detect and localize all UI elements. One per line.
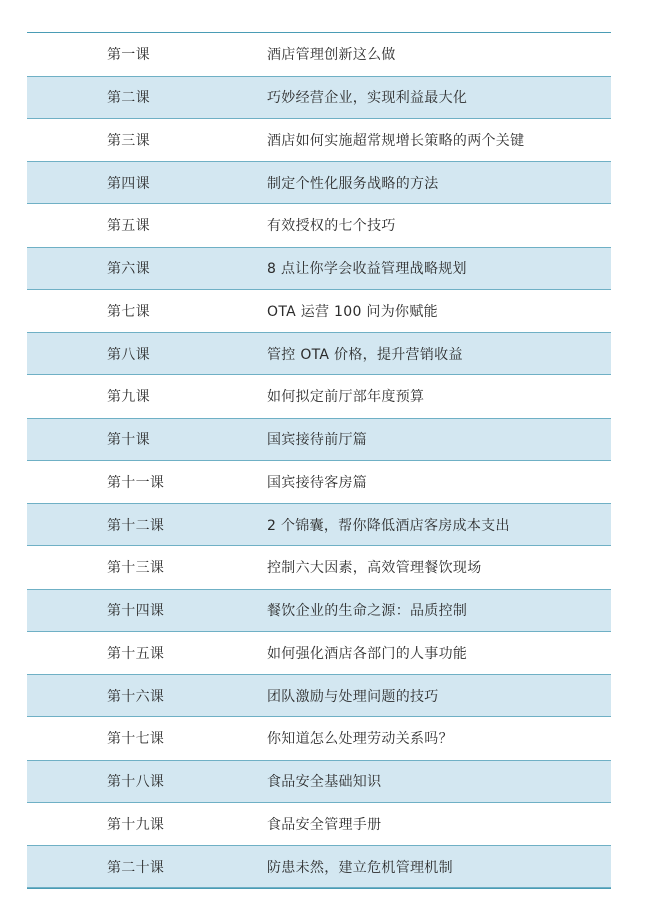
lesson-number: 第十六课 [107, 688, 165, 705]
lesson-number: 第三课 [107, 132, 150, 149]
course-row-12 [27, 503, 611, 546]
lesson-title: 制定个性化服务战略的方法 [267, 175, 439, 192]
course-row-16 [27, 674, 611, 717]
course-row-10 [27, 418, 611, 461]
lesson-title: OTA 运营 100 问为你赋能 [267, 303, 438, 320]
lesson-number: 第十课 [107, 432, 150, 449]
course-row-17 [27, 717, 611, 760]
course-row-4 [27, 161, 611, 204]
lesson-title: 2 个锦囊，帮你降低酒店客房成本支出 [267, 517, 510, 534]
lesson-number: 第五课 [107, 218, 150, 235]
course-row-6 [27, 247, 611, 290]
lesson-number: 第十八课 [107, 774, 165, 791]
lesson-title: 酒店管理创新这么做 [267, 47, 396, 64]
lesson-title: 食品安全基础知识 [267, 774, 382, 791]
lesson-number: 第七课 [107, 303, 150, 320]
course-row-13 [27, 546, 611, 589]
lesson-title: 管控 OTA 价格，提升营销收益 [267, 346, 463, 363]
lesson-title: 有效授权的七个技巧 [267, 218, 396, 235]
course-row-3 [27, 119, 611, 162]
lesson-number: 第六课 [107, 261, 150, 278]
lesson-title: 国宾接待客房篇 [267, 474, 368, 491]
lesson-number: 第九课 [107, 389, 150, 406]
lesson-title: 防患未然，建立危机管理机制 [267, 859, 453, 876]
lesson-number: 第十七课 [107, 731, 165, 748]
lesson-title: 控制六大因素，高效管理餐饮现场 [267, 560, 482, 577]
course-row-14 [27, 589, 611, 632]
course-row-7 [27, 290, 611, 333]
course-row-8 [27, 332, 611, 375]
lesson-number: 第一课 [107, 47, 150, 64]
course-row-9 [27, 375, 611, 418]
course-row-5 [27, 204, 611, 247]
lesson-number: 第四课 [107, 175, 150, 192]
course-row-15 [27, 632, 611, 675]
lesson-title: 巧妙经营企业，实现利益最大化 [267, 90, 468, 107]
lesson-number: 第十三课 [107, 560, 165, 577]
lesson-title: 如何强化酒店各部门的人事功能 [267, 645, 468, 662]
course-row-19 [27, 803, 611, 846]
course-row-18 [27, 760, 611, 803]
course-row-11 [27, 461, 611, 504]
lesson-title: 如何拟定前厅部年度预算 [267, 389, 425, 406]
course-row-20 [27, 845, 611, 888]
lesson-number: 第十五课 [107, 645, 165, 662]
lesson-number: 第十一课 [107, 474, 165, 491]
lesson-number: 第十二课 [107, 517, 165, 534]
lesson-title: 食品安全管理手册 [267, 816, 382, 833]
lesson-title: 8 点让你学会收益管理战略规划 [267, 261, 467, 278]
lesson-title: 酒店如何实施超常规增长策略的两个关键 [267, 132, 525, 149]
lesson-title: 团队激励与处理问题的技巧 [267, 688, 439, 705]
lesson-title: 国宾接待前厅篇 [267, 432, 368, 449]
lesson-number: 第十九课 [107, 816, 165, 833]
lesson-number: 第十四课 [107, 603, 165, 620]
lesson-title: 餐饮企业的生命之源：品质控制 [267, 603, 468, 620]
course-table [27, 32, 611, 889]
lesson-number: 第二课 [107, 90, 150, 107]
lesson-title: 你知道怎么处理劳动关系吗？ [267, 731, 453, 748]
course-row-2 [27, 76, 611, 119]
lesson-number: 第八课 [107, 346, 150, 363]
lesson-number: 第二十课 [107, 859, 165, 876]
course-row-1 [27, 33, 611, 76]
